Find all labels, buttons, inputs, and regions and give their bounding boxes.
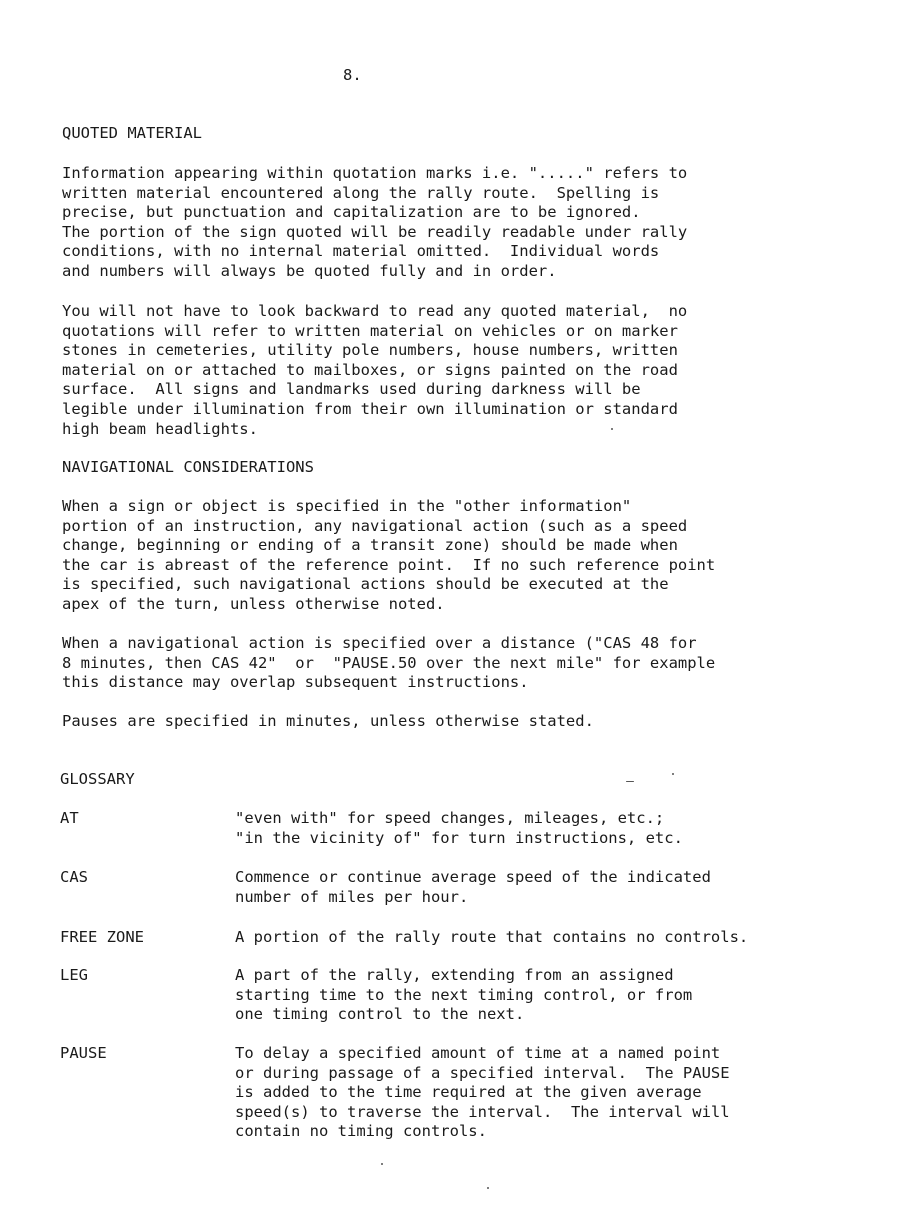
section-heading-quoted-material: QUOTED MATERIAL	[62, 124, 202, 142]
glossary-definition: "even with" for speed changes, mileages, etc.; "in the vicinity of" for turn instructions, etc.	[235, 809, 683, 847]
scan-speck	[487, 1187, 489, 1189]
glossary-term: PAUSE	[60, 1044, 107, 1062]
glossary-definition: A part of the rally, extending from an assigned starting time to the next timing control, or from one timing control to the next.	[235, 966, 693, 1024]
glossary-definition: Commence or continue average speed of the indicated number of miles per hour.	[235, 868, 711, 906]
glossary-definition: To delay a specified amount of time at a named point or during passage of a specified interval. The PAUSE is added to the time required at the given average speed(s) to traverse the interval. The interval will contain no timing controls.	[235, 1044, 730, 1141]
quoted-material-paragraph-2: You will not have to look backward to read any quoted material, no quotations will refer to written material on vehicles or on marker stones in cemeteries, utility pole numbers, house numbers, written material on or attached to mailboxes, or signs painted on the road surface. All signs and landmarks used during darkness will be legible under illumination from their own illumination or standard high beam headlights.	[62, 302, 688, 438]
glossary-definition: A portion of the rally route that contains no controls.	[235, 928, 749, 946]
scan-speck	[672, 773, 674, 775]
quoted-material-paragraph-1: Information appearing within quotation marks i.e. "....." refers to written material encountered along the rally route. Spelling is precise, but punctuation and capitalization are to be ignored. The portion of the sign quoted will be readily readable under rally conditions, with no internal material omitted. Individual words and numbers will always be quoted fully and in order.	[62, 164, 688, 280]
section-heading-glossary: GLOSSARY	[60, 770, 135, 788]
glossary-term: FREE ZONE	[60, 928, 144, 946]
navigational-paragraph-2: When a navigational action is specified over a distance ("CAS 48 for 8 minutes, then CAS 42" or "PAUSE.50 over the next mile" for example this distance may overlap subsequent instructions.	[62, 634, 716, 692]
glossary-term: CAS	[60, 868, 88, 886]
scan-speck	[381, 1163, 383, 1165]
glossary-term: LEG	[60, 966, 88, 984]
navigational-paragraph-1: When a sign or object is specified in the "other information" portion of an instruction, any navigational action (such as a speed change, beginning or ending of a transit zone) should be made when the car is abreast of the reference point. If no such reference point is specified, such navigational actions should be executed at the apex of the turn, unless otherwise noted.	[62, 497, 716, 613]
glossary-term: AT	[60, 809, 79, 827]
section-heading-navigational-considerations: NAVIGATIONAL CONSIDERATIONS	[62, 458, 314, 476]
page-number: 8.	[343, 66, 362, 84]
scan-speck	[626, 781, 634, 782]
scan-speck	[611, 428, 613, 430]
navigational-paragraph-3: Pauses are specified in minutes, unless otherwise stated.	[62, 712, 594, 730]
